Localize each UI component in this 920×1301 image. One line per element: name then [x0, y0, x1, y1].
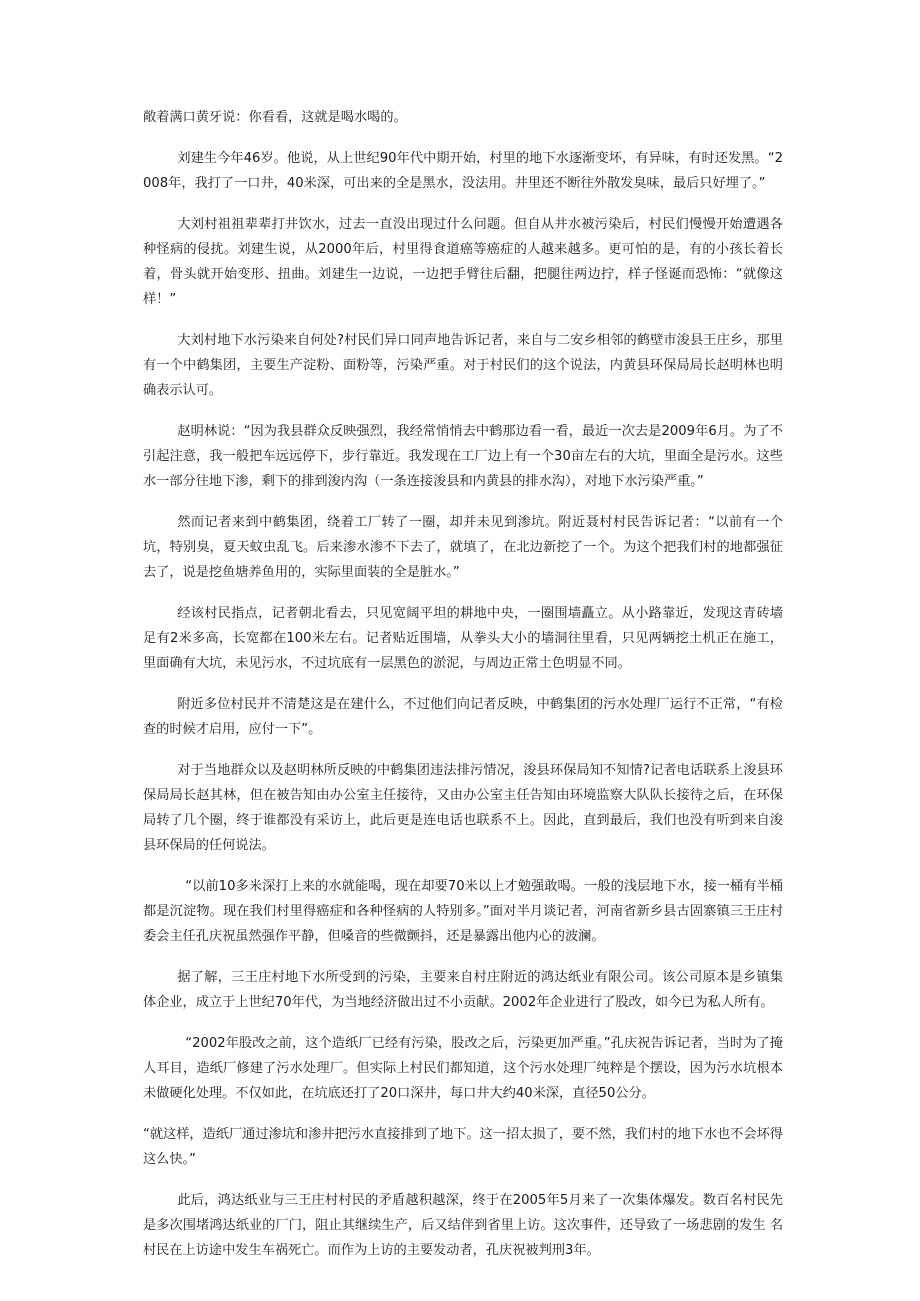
paragraph-1: 敞着满口黄牙说：你看看，这就是喝水喝的。 [143, 110, 407, 125]
article-body [143, 105, 783, 1279]
paragraph-6: 然而记者来到中鹤集团，绕着工厂转了一圈，却并未见到渗坑。附近聂村村民告诉记者：“以前有一个坑，特别臭，夏天蚊虫乱飞。后来渗水渗不下去了，就填了，在北边新挖了一个。为这个把我们村的地都强征去了，说是挖鱼塘养鱼用的，实际里面装的全是脏水。” [143, 515, 783, 580]
paragraph-9: 对于当地群众以及赵明林所反映的中鹤集团违法排污情况，浚县环保局知不知情?记者电话联系上浚县环保局局长赵其林，但在被告知由办公室主任接待，又由办公室主任告知由环境监察大队队长接待之后，在环保局转了几个圈，终于谁都没有采访上，此后更是连电话也联系不上。因此，直到最后，我们也没有听到来自浚县环保局的任何说法。 [143, 763, 783, 853]
paragraph-5: 赵明林说：“因为我县群众反映强烈，我经常悄悄去中鹤那边看一看，最近一次去是2009年6月。为了不引起注意，我一般把车远远停下，步行靠近。我发现在工厂边上有一个30亩左右的大坑，里面全是污水。这些水一部分往地下渗，剩下的排到浚内沟（一条连接浚县和内黄县的排水沟），对地下水污染严重。” [143, 424, 783, 489]
paragraph-13: “就这样，造纸厂通过渗坑和渗井把污水直接排到了地下。这一招太损了，要不然，我们村的地下水也不会坏得这么快。” [143, 1127, 783, 1167]
paragraph-3: 大刘村祖祖辈辈打井饮水，过去一直没出现过什么问题。但自从井水被污染后，村民们慢慢开始遭遇各种怪病的侵扰。刘建生说，从2000年后，村里得食道癌等癌症的人越来越多。更可怕的是，有的小孩长着长着，骨头就开始变形、扭曲。刘建生一边说，一边把手臂往后翻，把腿往两边拧，样子怪诞而恐怖：“就像这样！” [143, 217, 783, 307]
paragraph-14: 此后，鸿达纸业与三王庄村村民的矛盾越积越深，终于在2005年5月来了一次集体爆发。数百名村民先是多次围堵鸿达纸业的厂门，阻止其继续生产，后又结伴到省里上访。这次事件，还导致了一场悲剧的发生 名村民在上访途中发生车祸死亡。而作为上访的主要发动者，孔庆祝被判刑3年。 [143, 1193, 783, 1258]
paragraph-8: 附近多位村民并不清楚这是在建什么，不过他们向记者反映，中鹤集团的污水处理厂运行不正常，“有检查的时候才启用，应付一下”。 [143, 697, 783, 737]
paragraph-7: 经该村民指点，记者朝北看去，只见宽阔平坦的耕地中央，一圈围墙矗立。从小路靠近，发现这青砖墙足有2米多高，长宽都在100米左右。记者贴近围墙，从拳头大小的墙洞往里看，只见两辆挖土机正在施工，里面确有大坑，未见污水，不过坑底有一层黑色的淤泥，与周边正常土色明显不同。 [143, 606, 783, 671]
paragraph-2: 刘建生今年46岁。他说，从上世纪90年代中期开始，村里的地下水逐渐变坏，有异味，有时还发黑。“2008年，我打了一口井，40米深，可出来的全是黑水，没法用。井里还不断往外散发臭味，最后只好埋了。” [143, 151, 783, 191]
paragraph-12: “2002年股改之前，这个造纸厂已经有污染，股改之后，污染更加严重。”孔庆祝告诉记者，当时为了掩人耳目，造纸厂修建了污水处理厂。但实际上村民们都知道，这个污水处理厂纯粹是个摆设，因为污水坑根本未做硬化处理。不仅如此，在坑底还打了20口深井，每口井大约40米深，直径50公分。 [143, 1036, 783, 1101]
paragraph-10: “以前10多米深打上来的水就能喝，现在却要70米以上才勉强敢喝。一般的浅层地下水，接一桶有半桶都是沉淀物。现在我们村里得癌症和各种怪病的人特别多。”面对半月谈记者，河南省新乡县古固寨镇三王庄村委会主任孔庆祝虽然强作平静，但嗓音的些微颤抖，还是暴露出他内心的波澜。 [143, 879, 783, 944]
paragraph-4: 大刘村地下水污染来自何处?村民们异口同声地告诉记者，来自与二安乡相邻的鹤壁市浚县王庄乡，那里有一个中鹤集团，主要生产淀粉、面粉等，污染严重。对于村民们的这个说法，内黄县环保局局长赵明林也明确表示认可。 [143, 333, 783, 398]
paragraph-11: 据了解，三王庄村地下水所受到的污染，主要来自村庄附近的鸿达纸业有限公司。该公司原本是乡镇集体企业，成立于上世纪70年代，为当地经济做出过不小贡献。2002年企业进行了股改，如今已为私人所有。 [143, 970, 783, 1010]
